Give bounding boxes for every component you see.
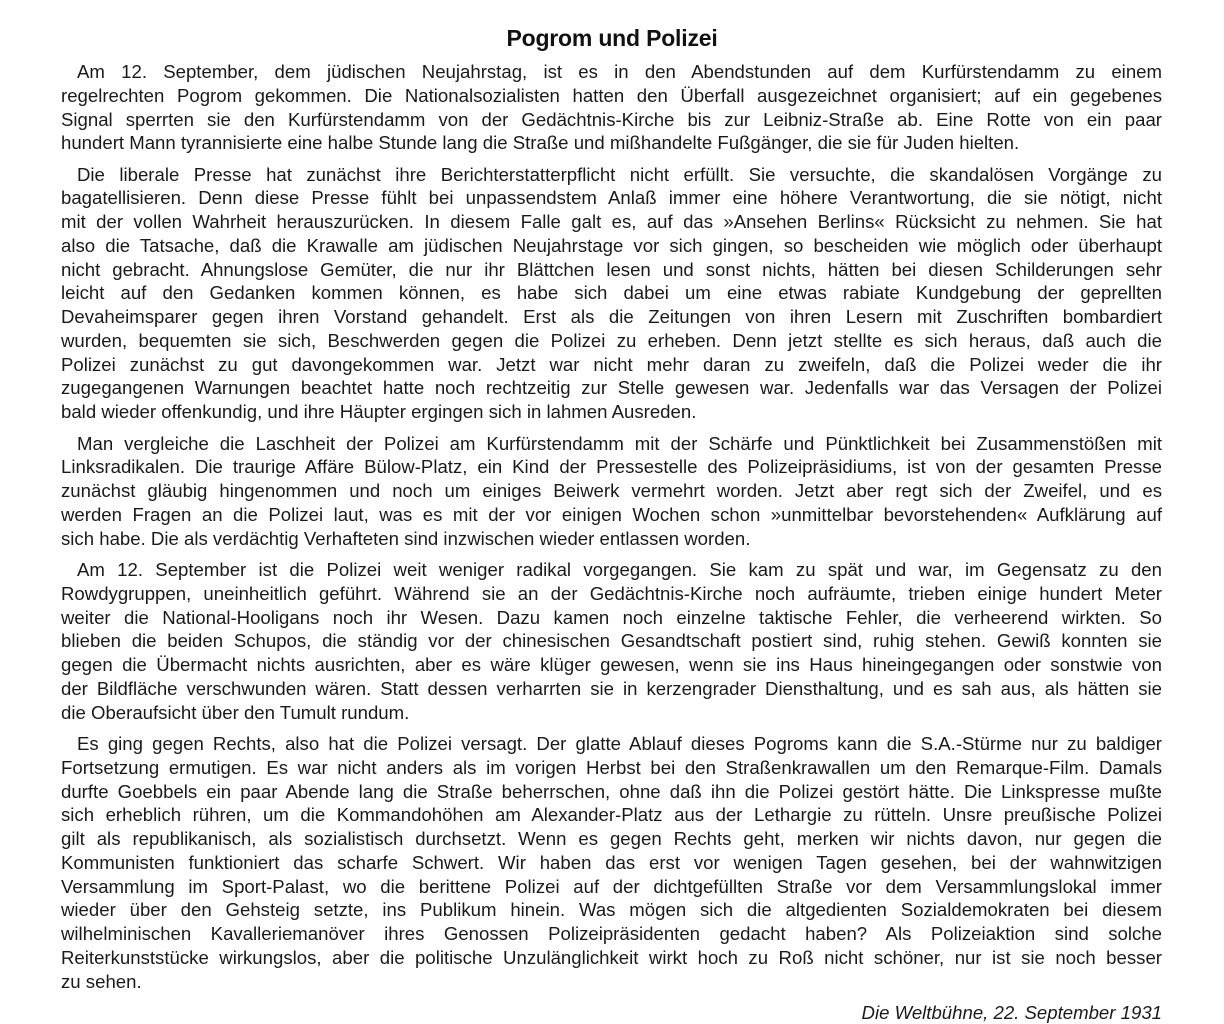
text-line: Versammlung im Sport-Palast, wo die berittene Polizei auf der dichtgefüllten Straße vor dem Versammlungslokal immer — [61, 875, 1162, 897]
text-line: leicht auf den Gedanken kommen können, es habe sich dabei um eine etwas rabiate Kundgebung der geprellten — [61, 282, 1162, 304]
text-line: sich erheblich rühren, um die Kommandohöhen am Alexander-Platz aus der Lethargie zu rütteln. Unsre preußische Polizei — [61, 804, 1162, 826]
text-line: Reiterkunststücke wirkungslos, aber die politische Unzulänglichkeit wirkt hoch zu Roß nicht schöner, nur ist sie noch besser — [61, 946, 1162, 968]
paragraph — [61, 558, 1162, 724]
text-line: Am 12. September ist die Polizei weit weniger radikal vorgegangen. Sie kam zu spät und war, im Gegensatz zu den — [77, 559, 1162, 581]
text-line: Man vergleiche die Laschheit der Polizei am Kurfürstendamm mit der Schärfe und Pünktlichkeit bei Zusammenstößen mit — [77, 432, 1162, 454]
text-line: Es ging gegen Rechts, also hat die Polizei versagt. Der glatte Ablauf dieses Pogroms kann die S.A.-Stürme nur zu baldiger — [77, 733, 1162, 754]
text-line: Die liberale Presse hat zunächst ihre Berichterstatterpflicht nicht erfüllt. Sie versuchte, die skandalösen Vorgänge zu — [77, 163, 1162, 185]
text-line: wieder über den Gehsteig setzte, ins Publikum hinein. Was mögen sich die altgedienten Sozialdemokraten bei diesem — [61, 899, 1162, 921]
article-body — [61, 60, 1162, 1001]
text-line: zugegangenen Warnungen beachtet hatte noch rechtzeitig zur Stelle gewesen war. Jedenfalls war das Versagen der Polizei — [61, 377, 1162, 399]
text-line: der Bildfläche verschwunden wären. Statt dessen verharrten sie in kerzengrader Diensthaltung, und es sah aus, als hätten sie — [61, 677, 1162, 699]
text-line: also die Tatsache, daß die Krawalle am jüdischen Neujahrstage vor sich gingen, so bescheiden wie möglich oder überhaupt — [61, 234, 1162, 256]
text-line: Signal sperrten sie den Kurfürstendamm von der Gedächtnis-Kirche bis zur Leibniz-Straße ab. Eine Rotte von ein paar — [61, 108, 1162, 130]
text-line: gilt als republikanisch, als sozialistisch durchsetzt. Wenn es gegen Rechts geht, merken wir nichts davon, nur gegen die — [61, 828, 1162, 849]
text-line: Rowdygruppen, uneinheitlich geführt. Während sie an der Gedächtnis-Kirche noch aufräumte, trieben einige hundert Meter — [61, 582, 1162, 604]
source-citation: Die Weltbühne, 22. September 1931 — [861, 1002, 1162, 1023]
paragraph — [61, 732, 1162, 993]
text-line: wurden, bequemten sie sich, Beschwerden gegen die Polizei zu erheben. Denn jetzt stellte es sich heraus, daß auch die — [61, 329, 1162, 351]
text-line: bagatellisieren. Denn diese Presse fühlt bei unpassendstem Anlaß immer eine höhere Verantwortung, die sie nötigt, nicht — [61, 187, 1162, 209]
text-line: blieben die beiden Schupos, die ständig vor der chinesischen Gesandtschaft postiert sind, ruhig stehen. Gewiß konnten sie — [61, 630, 1162, 652]
text-line: zu sehen. — [61, 970, 142, 992]
text-line: mit der vollen Wahrheit herauszurücken. In diesem Falle galt es, auf das »Ansehen Berlins« Rücksicht zu nehmen. Sie hat — [61, 211, 1162, 233]
text-line: Devaheimsparer gegen ihren Vorstand gehandelt. Erst als die Zeitungen von ihren Lesern mit Zuschriften bombardiert — [61, 306, 1162, 328]
text-line: nicht gebracht. Ahnungslose Gemüter, die nur ihr Blättchen lesen und sonst nichts, hätten bei diesen Schilderungen sehr — [61, 258, 1162, 280]
text-line: Fortsetzung ermutigen. Es war nicht anders als im vorigen Herbst bei den Straßenkrawallen um den Remarque-Film. Damals — [61, 756, 1162, 778]
page-title: Pogrom und Polizei — [506, 25, 718, 52]
text-line: regelrechten Pogrom gekommen. Die Nationalsozialisten hatten den Überfall ausgezeichnet organisiert; auf ein gegebenes — [61, 84, 1162, 106]
paragraph — [61, 163, 1162, 424]
text-line: wilhelminischen Kavalleriemanöver ihres Genossen Polizeipräsidenten gedacht haben? Als Polizeiaktion sind solche — [61, 923, 1162, 944]
text-line: hundert Mann tyrannisierte eine halbe Stunde lang die Straße und mißhandelte Fußgänger, die sie für Juden hielten. — [61, 132, 1020, 154]
text-line: durfte Goebbels ein paar Abende lang die Straße beherrschen, ohne daß ihn die Polizei gestört hätte. Die Linkspresse mußte — [61, 780, 1162, 802]
paragraph — [61, 432, 1162, 551]
text-line: zunächst gläubig hingenommen und noch um einiges Beiwerk vermehrt worden. Jetzt aber regt sich der Zweifel, und es — [61, 480, 1162, 502]
text-line: sich habe. Die als verdächtig Verhafteten sind inzwischen wieder entlassen worden. — [61, 527, 751, 549]
paragraph — [61, 60, 1162, 155]
text-line: bald wieder offenkundig, und ihre Häupter ergingen sich in lahmen Ausreden. — [61, 401, 697, 423]
text-line: die Oberaufsicht über den Tumult rundum. — [61, 701, 410, 723]
text-line: gegen die Übermacht nichts ausrichten, aber es wäre klüger gewesen, wenn sie ins Haus hineingegangen oder sonstwie von — [61, 654, 1162, 676]
text-line: weiter die National-Hooligans noch ihr Wesen. Dazu kamen noch einzelne taktische Fehler, die verheerend wirkten. So — [61, 606, 1162, 628]
text-line: Linksradikalen. Die traurige Affäre Bülow-Platz, ein Kind der Pressestelle des Polizeipräsidiums, ist von der gesamten Presse — [61, 456, 1162, 478]
text-line: Kommunisten funktioniert das scharfe Schwert. Wir haben das erst vor wenigen Tagen gesehen, bei der wahnwitzigen — [61, 851, 1162, 873]
text-line: werden Fragen an die Polizei laut, was es mit der vor einigen Wochen schon »unmittelbar bevorstehenden« Aufklärung auf — [61, 503, 1162, 525]
text-line: Polizei zunächst zu gut davongekommen war. Jetzt war nicht mehr daran zu zweifeln, daß die Polizei weder die ihr — [61, 353, 1162, 375]
text-line: Am 12. September, dem jüdischen Neujahrstag, ist es in den Abendstunden auf dem Kurfürstendamm zu einem — [77, 61, 1162, 82]
